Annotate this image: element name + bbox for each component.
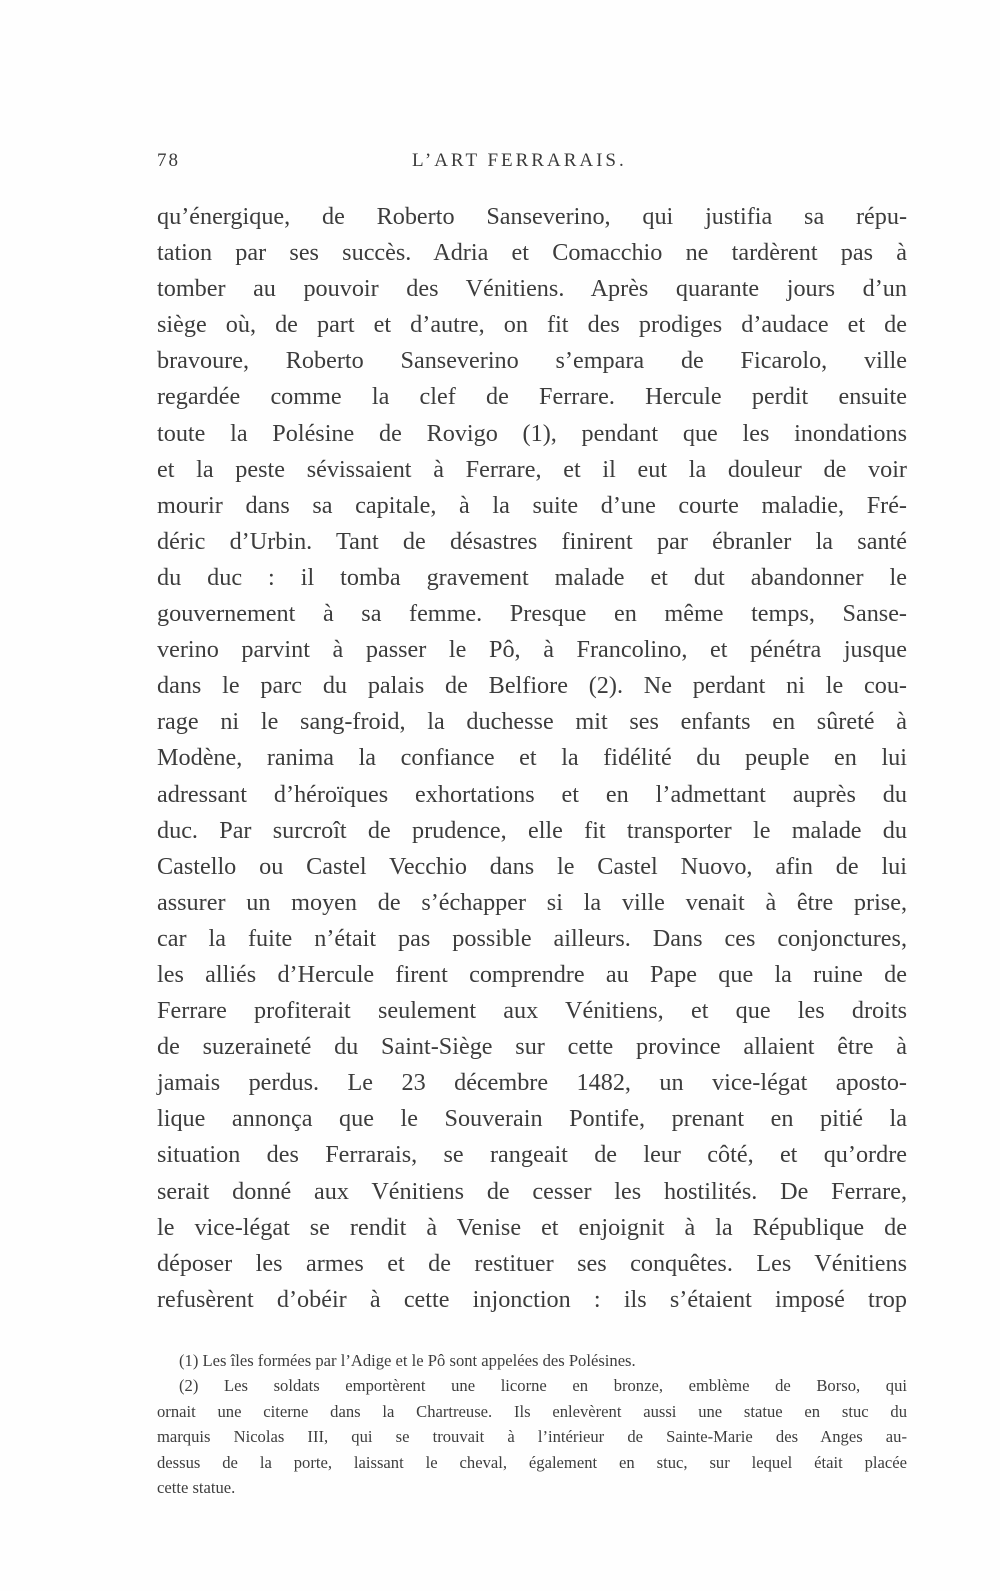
- body-line: refusèrent d’obéir à cette injonction : ils s’étaient imposé trop: [157, 1285, 907, 1313]
- body-line: lique annonça que le Souverain Pontife, prenant en pitié la: [157, 1105, 907, 1133]
- body-line: adressant d’héroïques exhortations et en l’admettant auprès du: [157, 780, 907, 808]
- body-line: du duc : il tomba gravement malade et dut abandonner le: [157, 563, 907, 591]
- body-line: car la fuite n’était pas possible ailleurs. Dans ces conjonctures,: [157, 924, 907, 952]
- body-line: tomber au pouvoir des Vénitiens. Après quarante jours d’un: [157, 275, 907, 303]
- body-line: et la peste sévissaient à Ferrare, et il eut la douleur de voir: [157, 455, 907, 483]
- page-header: [157, 150, 907, 180]
- footnote-line: (2) Les soldats emportèrent une licorne en bronze, emblème de Borso, qui: [179, 1376, 907, 1396]
- body-line: les alliés d’Hercule firent comprendre au Pape que la ruine de: [157, 960, 907, 988]
- footnote-line: (1) Les îles formées par l’Adige et le Pô sont appelées des Polésines.: [179, 1351, 636, 1370]
- body-line: qu’énergique, de Roberto Sanseverino, qui justifia sa répu-: [157, 203, 907, 230]
- body-line: verino parvint à passer le Pô, à Francolino, et pénétra jusque: [157, 636, 907, 664]
- body-line: siège où, de part et d’autre, on fit des prodiges d’audace et de: [157, 311, 907, 339]
- body-text: [157, 199, 907, 1318]
- body-line: jamais perdus. Le 23 décembre 1482, un vice-légat aposto-: [157, 1069, 907, 1097]
- body-line: duc. Par surcroît de prudence, elle fit transporter le malade du: [157, 816, 907, 844]
- footnote-line: ornait une citerne dans la Chartreuse. Ils enlevèrent aussi une statue en stuc du: [157, 1401, 907, 1421]
- running-title: L’ART FERRARAIS.: [412, 150, 627, 171]
- body-line: Castello ou Castel Vecchio dans le Castel Nuovo, afin de lui: [157, 852, 907, 880]
- body-line: situation des Ferrarais, se rangeait de leur côté, et qu’ordre: [157, 1141, 907, 1169]
- body-line: de suzeraineté du Saint-Siège sur cette province allaient être à: [157, 1033, 907, 1061]
- body-line: déric d’Urbin. Tant de désastres finirent par ébranler la santé: [157, 527, 907, 555]
- footnote-line: dessus de la porte, laissant le cheval, également en stuc, sur lequel était placée: [157, 1452, 907, 1472]
- body-line: serait donné aux Vénitiens de cesser les hostilités. De Ferrare,: [157, 1177, 907, 1205]
- body-line: assurer un moyen de s’échapper si la ville venait à être prise,: [157, 888, 907, 916]
- body-line: gouvernement à sa femme. Presque en même temps, Sanse-: [157, 600, 907, 628]
- body-line: Modène, ranima la confiance et la fidélité du peuple en lui: [157, 744, 907, 772]
- body-line: dans le parc du palais de Belfiore (2). Ne perdant ni le cou-: [157, 672, 907, 700]
- footnote-line: cette statue.: [157, 1477, 236, 1497]
- body-line: toute la Polésine de Rovigo (1), pendant que les inondations: [157, 419, 907, 447]
- body-line: mourir dans sa capitale, à la suite d’une courte maladie, Fré-: [157, 491, 907, 519]
- body-line: tation par ses succès. Adria et Comacchio ne tardèrent pas à: [157, 239, 907, 267]
- body-line: le vice-légat se rendit à Venise et enjoignit à la République de: [157, 1213, 907, 1241]
- body-line: regardée comme la clef de Ferrare. Hercule perdit ensuite: [157, 383, 907, 411]
- footnotes: [157, 1348, 907, 1500]
- body-line: bravoure, Roberto Sanseverino s’empara de Ficarolo, ville: [157, 347, 907, 375]
- body-line: Ferrare profiterait seulement aux Vénitiens, et que les droits: [157, 997, 907, 1025]
- body-line: rage ni le sang-froid, la duchesse mit ses enfants en sûreté à: [157, 708, 907, 736]
- body-line: déposer les armes et de restituer ses conquêtes. Les Vénitiens: [157, 1249, 907, 1277]
- page-number: 78: [157, 150, 180, 171]
- footnote-line: marquis Nicolas III, qui se trouvait à l’intérieur de Sainte-Marie des Anges au-: [157, 1427, 907, 1447]
